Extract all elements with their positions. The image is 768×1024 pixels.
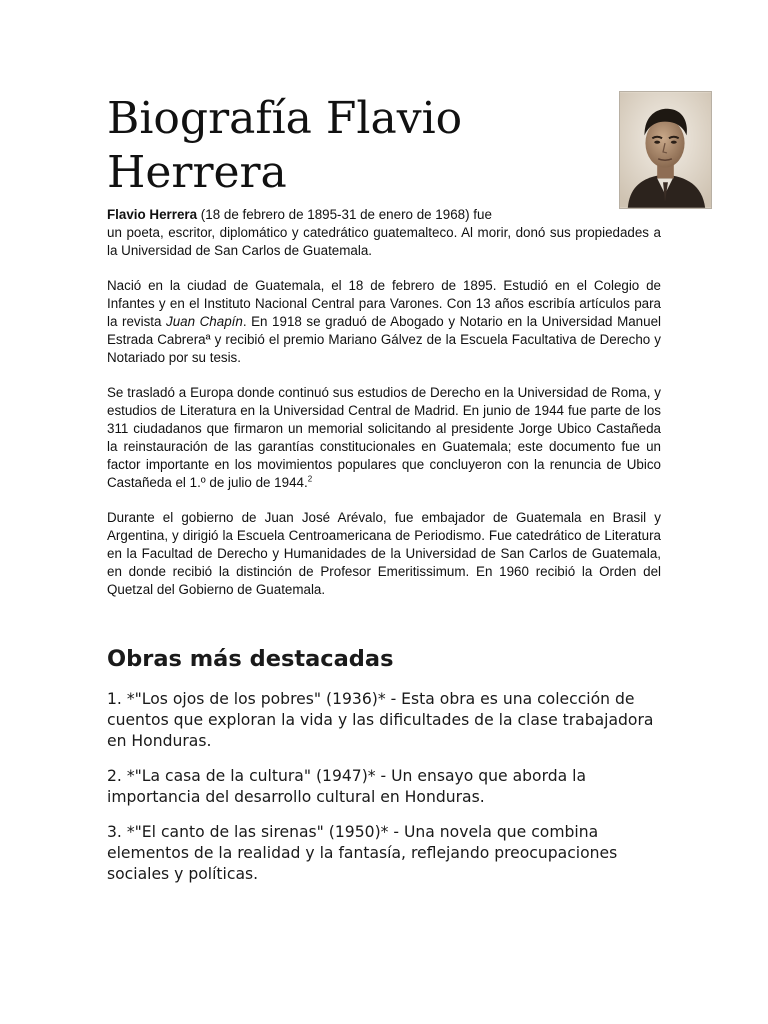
- works-list: [107, 689, 667, 899]
- work-item-3: 3. *"El canto de las sirenas" (1950)* - Una novela que combina elementos de la realidad y la fantasía, reflejando preocupaciones sociales y políticas.: [107, 823, 618, 883]
- paragraph-early-life: Nació en la ciudad de Guatemala, el 18 de febrero de 1895. Estudió en el Colegio de Infantes y en el Instituto Nacional Central para Varones. Con 13 años escribía artículos para la revista Juan Chapín. En 1918 se graduó de Abogado y Notario en la Universidad Manuel Estrada Cabreraª y recibió el premio Mariano Gálvez de la Escuela Facultativa de Derecho y Notariado por su tesis.: [107, 278, 661, 365]
- works-heading: Obras más destacadas: [107, 646, 394, 672]
- work-item-1: 1. *"Los ojos de los pobres" (1936)* - Esta obra es una colección de cuentos que exploran la vida y las dificultades de la clase trabajadora en Honduras.: [107, 690, 654, 750]
- page-title: Biografía Flavio Herrera: [107, 93, 463, 198]
- birth-death-dates: (18 de febrero de 1895-31 de enero de 1968) fue: [200, 207, 492, 222]
- paragraph-intro: [107, 206, 661, 260]
- work-item-2: 2. *"La casa de la cultura" (1947)* - Un ensayo que aborda la importancia del desarrollo cultural en Honduras.: [107, 767, 587, 806]
- portrait-image: [620, 92, 711, 208]
- paragraph-career: Durante el gobierno de Juan José Arévalo, fue embajador de Guatemala en Brasil y Argentina, y dirigió la Escuela Centroamericana de Periodismo. Fue catedrático de Literatura en la Facultad de Derecho y Humanidades de la Universidad de San Carlos de Guatemala, en donde recibió la distinción de Profesor Emeritissimum. En 1960 recibió la Orden del Quetzal del Gobierno de Guatemala.: [107, 510, 661, 597]
- paragraph-europe: Se trasladó a Europa donde continuó sus estudios de Derecho en la Universidad de Roma, y estudios de Literatura en la Universidad Central de Madrid. En junio de 1944 fue parte de los 311 ciudadanos que firmaron un memorial solicitando al presidente Jorge Ubico Castañeda la reinstauración de las garantías constitucionales en Guatemala; este documento fue un factor importante en los movimientos populares que concluyeron con la renuncia de Ubico Castañeda el 1.º de julio de 1944.$^2$: [107, 385, 661, 490]
- biography-text: [107, 206, 661, 616]
- subject-name: Flavio Herrera: [107, 207, 198, 222]
- portrait-photo: [619, 91, 712, 209]
- intro-rest: un poeta, escritor, diplomático y catedrático guatemalteco. Al morir, donó sus propiedades a la Universidad de San Carlos de Guatemala.: [107, 225, 661, 258]
- footnote-ref[interactable]: 2: [307, 474, 313, 484]
- journal-name: Juan Chapín: [166, 314, 243, 329]
